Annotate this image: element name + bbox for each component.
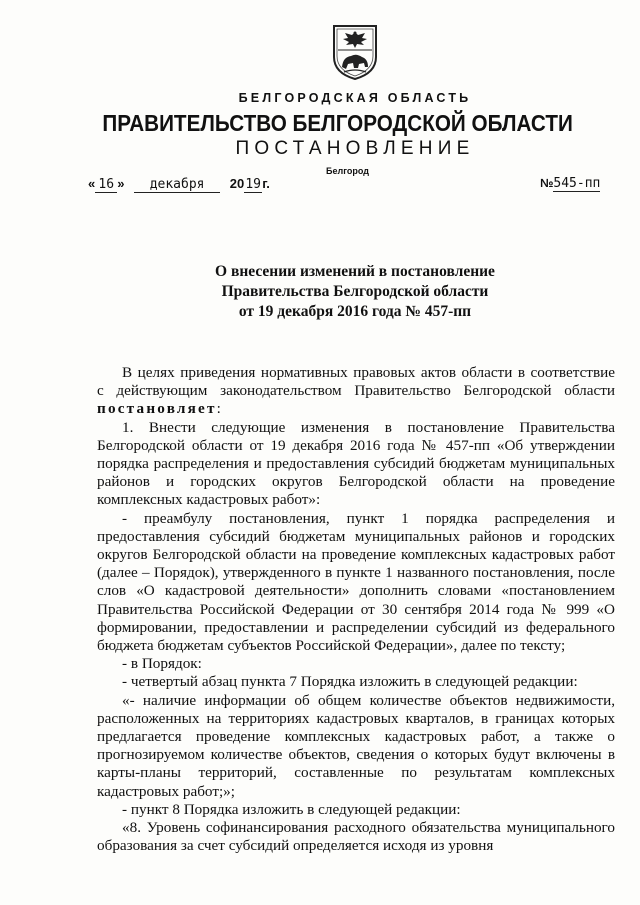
date-year-suffix: 19 xyxy=(245,177,262,192)
paragraph-item-1-line-1: 1. Внести следующие изменения в постановление Правительства xyxy=(122,418,615,436)
date-close-quote: » xyxy=(117,176,125,191)
number-prefix: № xyxy=(540,176,554,190)
paragraph-resolves xyxy=(97,400,615,418)
decree-number xyxy=(540,176,600,191)
decree-date xyxy=(88,176,270,193)
date-open-quote: « xyxy=(88,176,96,191)
coat-of-arms-emblem xyxy=(331,23,379,81)
document-body xyxy=(97,364,615,855)
title-line-2: Правительства Белгородской области xyxy=(221,283,489,300)
title-line-1: О внесении изменений в постановление xyxy=(215,263,495,280)
paragraph-preamble-line-1: В целях приведения нормативных правовых актов области в соответствие xyxy=(122,364,615,381)
document-title xyxy=(0,262,640,322)
resolves-colon: : xyxy=(216,400,221,418)
date-day: 16 xyxy=(95,177,117,193)
document-type: ПОСТАНОВЛЕНИЕ xyxy=(235,138,475,159)
date-year-prefix: 20 xyxy=(229,176,245,191)
paragraph-item-8: - пункт 8 Порядка изложить в следующей редакции: xyxy=(122,800,461,818)
paragraph-in-order: - в Порядок: xyxy=(122,655,202,673)
paragraph-preamble-change: - преамбулу постановления, пункт 1 порядка распределения и предоставления субсидий бюджетам муниципальных районов и городских округов Белгородской области на проведение комплексных кадастровых работ (далее – Порядок), утвержденного в пункте 1 названного постановления, после слов «О кадастровой деятельности» дополнить словами «постановлением Правительства Российской Федерации от 30 сентября 2014 года № 999 «О формировании, предоставлении и распределении субсидий из федерального бюджета бюджетам субъектов Российской Федерации», далее по тексту; xyxy=(97,509,615,655)
date-month: декабря xyxy=(134,177,220,193)
paragraph-item-7-text: «- наличие информации об общем количестве объектов недвижимости, расположенных на территориях кадастровых кварталов, в границах которых предлагается проведение комплексных кадастровых работ, а также о прогнозируемом количестве объектов, сведения о которых будут включены в карты-планы территорий, составленные по результатам комплексных кадастровых работ;»; xyxy=(97,691,615,800)
government-name: ПРАВИТЕЛЬСТВО БЕЛГОРОДСКОЙ ОБЛАСТИ xyxy=(102,110,573,136)
region-name: БЕЛГОРОДСКАЯ ОБЛАСТЬ xyxy=(238,91,472,105)
number-value: 545-пп xyxy=(553,176,601,191)
paragraph-item-8-text: «8. Уровень софинансирования расходного обязательства муниципального образования за счет субсидий определяется исходя из уровня xyxy=(97,819,615,855)
paragraph-item-7: - четвертый абзац пункта 7 Порядка изложить в следующей редакции: xyxy=(122,673,578,691)
title-line-3: от 19 декабря 2016 года № 457-пп xyxy=(238,303,472,320)
resolves-word: постановляет xyxy=(97,400,217,418)
paragraph-preamble-line-2: с действующим законодательством Правительство Белгородской области xyxy=(97,382,615,400)
city-name: Белгород xyxy=(326,166,369,176)
paragraph-item-1-rest: Белгородской области от 19 декабря 2016 года № 457-пп «Об утверждении порядка распределения и предоставления субсидий бюджетам муниципальных районов и городских округов Белгородской области на проведение комплексных кадастровых работ»: xyxy=(97,436,615,509)
date-year-unit: г. xyxy=(262,176,270,191)
